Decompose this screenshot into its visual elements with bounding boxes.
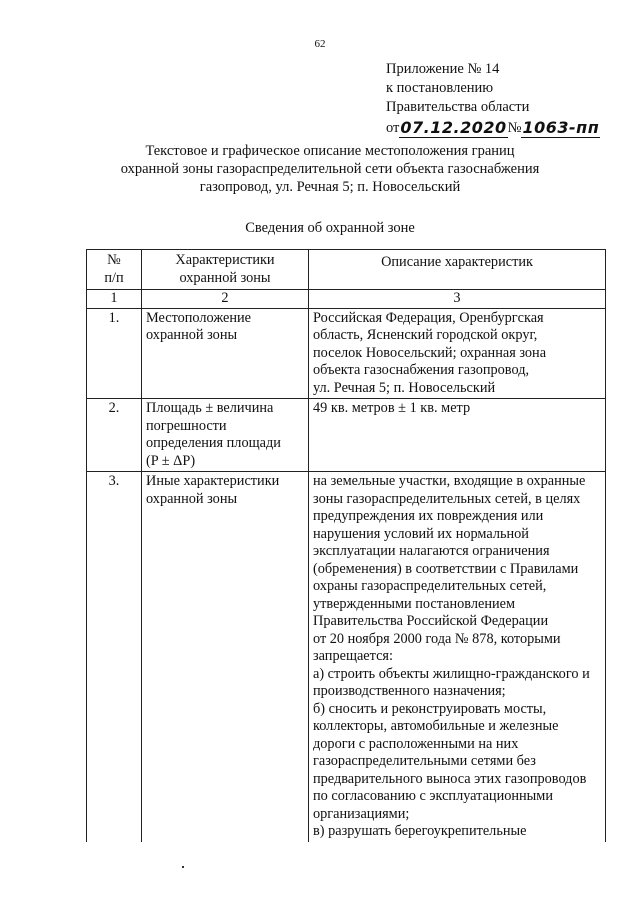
text-line: коллекторы, автомобильные и железные (313, 718, 559, 734)
text-line: на земельные участки, входящие в охранные (313, 473, 586, 489)
row-characteristic (142, 399, 309, 472)
date-prefix: от (386, 120, 400, 136)
row-number: 3. (87, 472, 142, 842)
text-line: охраны газораспределительных сетей, (313, 578, 547, 594)
scan-speck (182, 866, 184, 868)
text-line: погрешности (146, 417, 227, 434)
text-line: Российская Федерация, Оренбургская (313, 309, 544, 326)
text-line: дороги с расположенными на них (313, 735, 519, 752)
appendix-line-2: к постановлению (386, 80, 494, 96)
header-number-line-2: п/п (104, 269, 124, 286)
appendix-line-1: Приложение № 14 (386, 61, 500, 77)
text-line: нарушения условий их нормальной (313, 525, 529, 542)
table-header-row (87, 250, 606, 290)
row-number: 2. (87, 399, 142, 472)
text-line: охранной зоны (146, 490, 238, 507)
text-line: утвержденными постановлением (313, 595, 516, 612)
text-line: эксплуатации налагаются ограничения (313, 543, 550, 559)
table-row (87, 308, 606, 399)
row-characteristic (142, 308, 309, 399)
text-line: производственного назначения; (313, 683, 506, 699)
appendix-block (386, 60, 600, 138)
text-line: зоны газораспределительных сетей, в целях (313, 490, 581, 507)
document-title (60, 142, 600, 196)
text-line: запрещается: (313, 648, 393, 664)
text-line: Правительства Российской Федерации (313, 613, 549, 629)
title-line-2: охранной зоны газораспределительной сети объекта газоснабжения (120, 161, 540, 177)
text-line: б) сносить и реконструировать мосты, (313, 700, 547, 717)
appendix-date-line (386, 117, 600, 138)
header-number (87, 250, 142, 290)
text-line: от 20 ноября 2000 года № 878, которыми (313, 630, 561, 647)
text-line: поселок Новосельский; охранная зона (313, 344, 547, 361)
text-line: в) разрушать берегоукрепительные (313, 823, 527, 839)
text-line: 49 кв. метров ± 1 кв. метр (313, 400, 471, 416)
text-line: Площадь ± величина (146, 400, 274, 416)
header-characteristics-line-1: Характеристики (175, 252, 275, 268)
text-line: охранной зоны (146, 327, 238, 343)
handwritten-number: 1063-пп (522, 118, 600, 137)
appendix-line-3: Правительства области (386, 99, 530, 115)
text-line: предупреждения их повреждения или (313, 508, 544, 524)
row-description (309, 308, 606, 399)
number-prefix: № (507, 120, 522, 136)
header-characteristics-line-2: охранной зоны (179, 269, 271, 286)
row-description (309, 399, 606, 472)
header-characteristics (142, 250, 309, 290)
text-line: газораспределительными сетями без (313, 753, 536, 769)
text-line: (обременения) в соответствии с Правилами (313, 560, 579, 577)
text-line: предварительного выноса этих газопроводов (313, 770, 587, 787)
section-subtitle: Сведения об охранной зоне (245, 220, 415, 236)
text-line: определения площади (146, 435, 281, 451)
table-row (87, 472, 606, 842)
text-line: объекта газоснабжения газопровод, (313, 362, 530, 378)
table-row (87, 399, 606, 472)
text-line: Иные характеристики (146, 473, 280, 489)
row-description (309, 472, 606, 842)
row-number: 1. (87, 308, 142, 399)
column-number-row (87, 290, 606, 309)
protection-zone-table (86, 249, 606, 842)
text-line: (P ± ΔP) (146, 452, 196, 469)
handwritten-date: 07.12.2020 (400, 118, 507, 137)
column-number-2: 2 (142, 290, 309, 309)
title-line-1: Текстовое и графическое описание местоположения границ (145, 143, 515, 159)
column-number-3: 3 (309, 290, 606, 309)
title-line-3: газопровод, ул. Речная 5; п. Новосельский (199, 179, 461, 195)
page-number: 62 (314, 38, 326, 50)
row-characteristic (142, 472, 309, 842)
column-number-1: 1 (87, 290, 142, 309)
text-line: ул. Речная 5; п. Новосельский (313, 379, 496, 396)
text-line: а) строить объекты жилищно-гражданского и (313, 665, 590, 682)
header-description: Описание характеристик (309, 250, 606, 290)
text-line: организациями; (313, 805, 410, 822)
text-line: Местоположение (146, 309, 251, 326)
text-line: по согласованию с эксплуатационными (313, 788, 553, 804)
text-line: область, Ясненский городской округ, (313, 327, 538, 343)
header-number-line-1: № (107, 252, 121, 268)
